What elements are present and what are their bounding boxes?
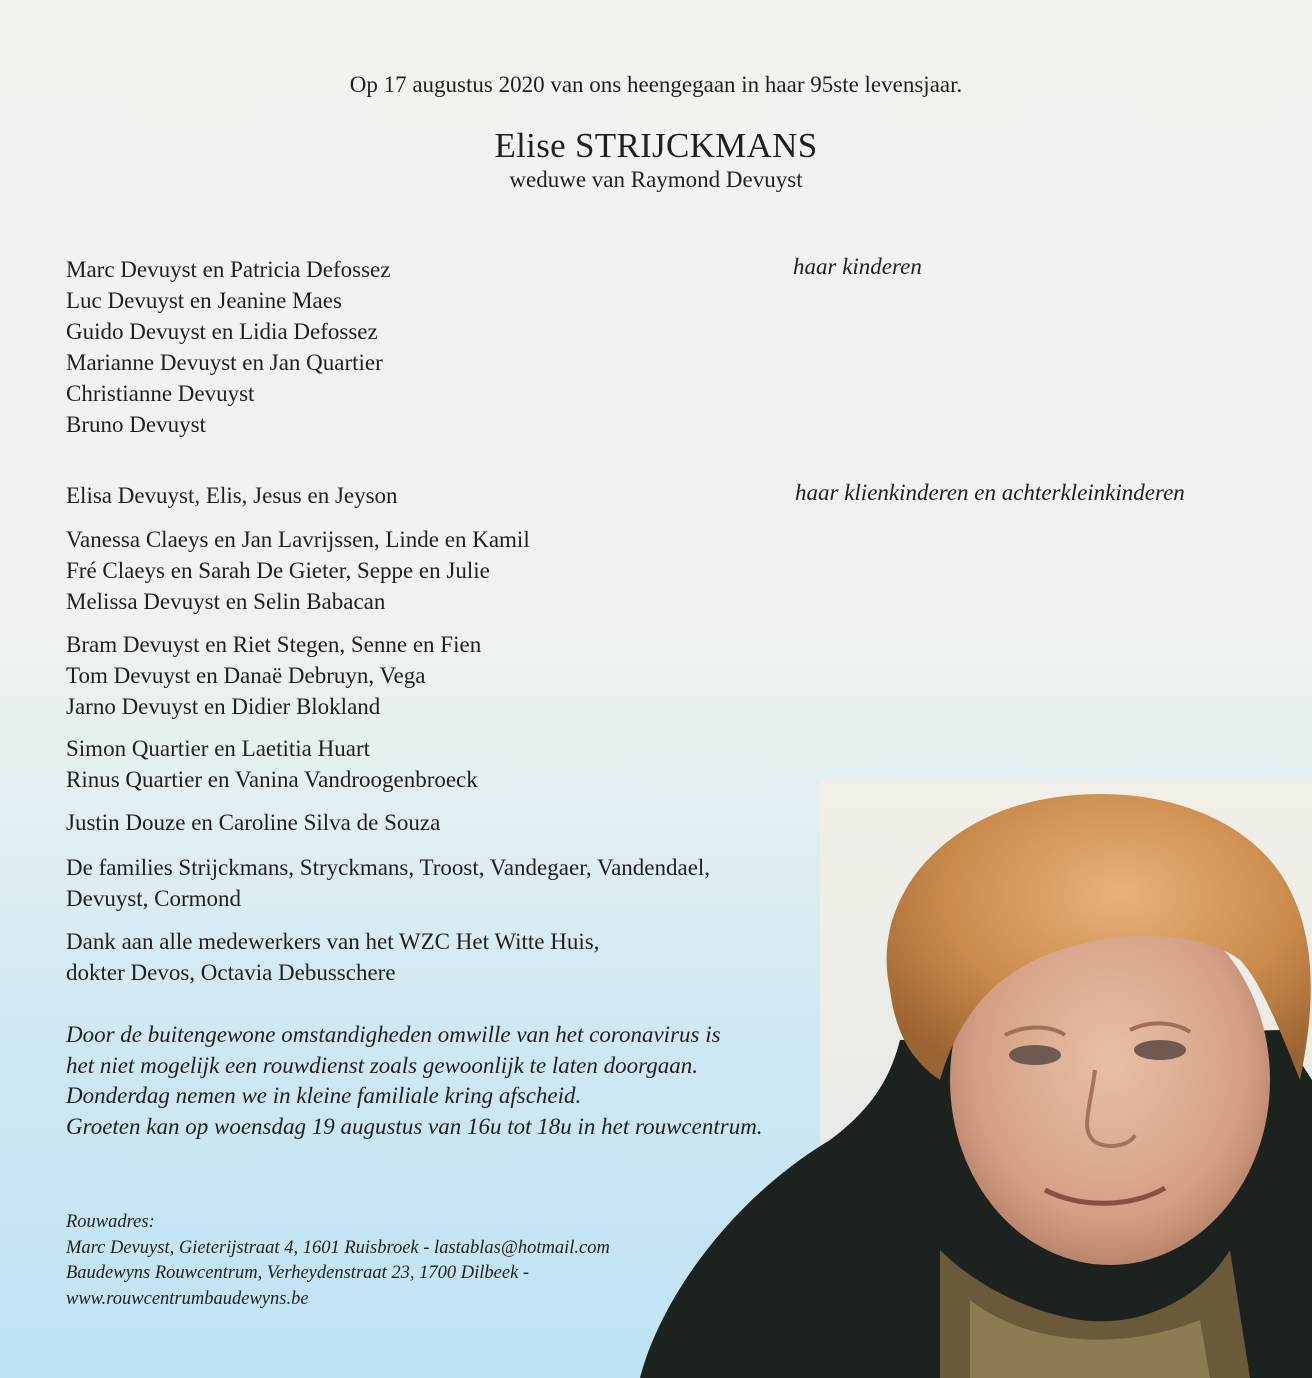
address-line: www.rouwcentrumbaudewyns.be <box>66 1288 309 1309</box>
notice-line: Door de buitengewone omstandigheden omwille van het coronavirus is <box>66 1022 721 1047</box>
thanks-text <box>66 926 599 988</box>
list-item: Christianne Devuyst <box>66 381 255 406</box>
address-label: Rouwadres: <box>66 1212 155 1232</box>
notice-line: Groeten kan op woensdag 19 augustus van 16u tot 18u in het rouwcentrum. <box>66 1113 763 1139</box>
list-item: Guido Devuyst en Lidia Defossez <box>66 319 378 344</box>
grandchildren-group <box>66 480 398 511</box>
announcement-line: Op 17 augustus 2020 van ons heengegaan in haar 95ste levensjaar. <box>349 72 963 97</box>
grandchildren-group <box>66 524 530 617</box>
list-item: Melissa Devuyst en Selin Babacan <box>66 589 386 614</box>
address-line: Marc Devuyst, Gieterijstraat 4, 1601 Ruisbroek - lastablas@hotmail.com <box>66 1237 610 1258</box>
list-item: Marianne Devuyst en Jan Quartier <box>66 350 383 375</box>
list-item: Rinus Quartier en Vanina Vandroogenbroeck <box>66 767 478 792</box>
list-item: Vanessa Claeys en Jan Lavrijssen, Linde en Kamil <box>66 527 530 552</box>
thanks-line: dokter Devos, Octavia Debusschere <box>66 960 396 985</box>
list-item: Justin Douze en Caroline Silva de Souza <box>66 810 441 835</box>
children-role-label: haar kinderen <box>793 254 922 279</box>
children-list <box>66 254 390 440</box>
spouse-line: weduwe van Raymond Devuyst <box>509 167 803 192</box>
families-text <box>66 852 710 914</box>
mourning-address <box>66 1210 610 1312</box>
list-item: Marc Devuyst en Patricia Defossez <box>66 257 391 282</box>
notice-line: Donderdag nemen we in kleine familiale kring afscheid. <box>66 1083 582 1108</box>
families-line: De families Strijckmans, Stryckmans, Troost, Vandegaer, Vandendael, <box>66 855 711 880</box>
list-item: Elisa Devuyst, Elis, Jesus en Jeyson <box>66 483 398 508</box>
thanks-line: Dank aan alle medewerkers van het WZC Het Witte Huis, <box>66 929 600 954</box>
list-item: Fré Claeys en Sarah De Gieter, Seppe en Julie <box>66 558 490 583</box>
list-item: Bruno Devuyst <box>66 412 206 437</box>
list-item: Luc Devuyst en Jeanine Maes <box>66 288 342 313</box>
grandchildren-group <box>66 629 481 722</box>
grandchildren-group <box>66 807 440 838</box>
deceased-name: Elise STRIJCKMANS <box>494 126 818 165</box>
grandchildren-group <box>66 733 478 795</box>
notice-line: het niet mogelijk een rouwdienst zoals gewoonlijk te laten doorgaan. <box>66 1052 698 1078</box>
list-item: Tom Devuyst en Danaë Debruyn, Vega <box>66 663 426 688</box>
grandchildren-role-label: haar klienkinderen en achterkleinkinderen <box>795 480 1185 505</box>
address-line: Baudewyns Rouwcentrum, Verheydenstraat 23, 1700 Dilbeek - <box>66 1263 530 1283</box>
corona-notice <box>66 1020 763 1142</box>
list-item: Bram Devuyst en Riet Stegen, Senne en Fien <box>66 632 482 657</box>
list-item: Simon Quartier en Laetitia Huart <box>66 736 371 761</box>
families-line: Devuyst, Cormond <box>66 886 242 911</box>
list-item: Jarno Devuyst en Didier Blokland <box>66 694 381 719</box>
